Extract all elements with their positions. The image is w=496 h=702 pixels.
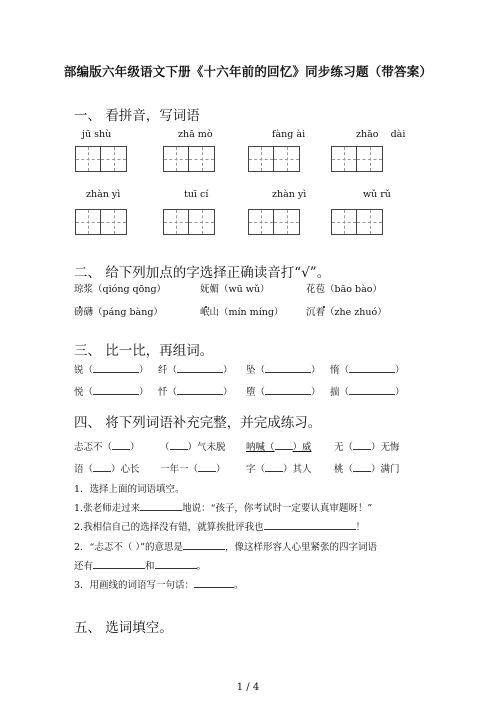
writing-grid[interactable] xyxy=(248,146,300,172)
pinyin: zhāo dài xyxy=(356,129,406,140)
pinyin: wǔ rǔ xyxy=(363,189,391,200)
writing-grid[interactable] xyxy=(248,209,300,235)
section-1-heading: 一、 看拼音，写词语 xyxy=(74,108,200,124)
pinyin: zhàn yì xyxy=(86,189,121,200)
pinyin: zhàn yì xyxy=(272,189,307,200)
pinyin: jū shù xyxy=(82,129,112,140)
pinyin: tuī cí xyxy=(184,189,209,200)
writing-grid[interactable] xyxy=(163,209,215,235)
idiom-fill[interactable]: 字（ ）其人 xyxy=(246,461,312,475)
question-text[interactable]: 2．“忐忑不（ ）”的意思是 ，像这样形容人心里紧张的四字词语 xyxy=(74,539,377,553)
idiom-fill[interactable]: 忐忑不（ ） xyxy=(74,439,140,453)
compare-item[interactable]: 堕（ ） xyxy=(246,384,321,398)
writing-grid[interactable] xyxy=(75,209,127,235)
reading-choice[interactable]: 磅礴（páng bàng） xyxy=(74,307,163,318)
idiom-fill[interactable]: （ ）气未脱 xyxy=(160,439,226,453)
writing-grid[interactable] xyxy=(331,146,383,172)
section-3-heading: 三、 比一比，再组词。 xyxy=(74,343,214,359)
question-text[interactable]: 3．用画线的词语写一句话： 。 xyxy=(74,577,244,591)
page-title: 部编版六年级语文下册《十六年前的回忆》同步练习题（带答案） xyxy=(63,64,433,79)
compare-item[interactable]: 忏（ ） xyxy=(158,384,233,398)
compare-item[interactable]: 惰（ ） xyxy=(330,362,405,376)
section-4-heading: 四、 将下列词语补充完整，并完成练习。 xyxy=(74,415,322,431)
page-number: 1 / 4 xyxy=(236,682,260,693)
idiom-fill[interactable]: 一年一（ ） xyxy=(160,461,226,475)
compare-item[interactable]: 悦（ ） xyxy=(74,384,149,398)
pinyin: zhā mò xyxy=(178,129,213,140)
compare-item[interactable]: 揣（ ） xyxy=(330,384,405,398)
question-text[interactable]: 1.张老师走过来 地说：“孩子，你考试时一定要认真审题呀！” xyxy=(74,500,372,514)
idiom-fill[interactable]: 语（ ）心长 xyxy=(74,461,140,475)
reading-choice[interactable]: 琼浆（qióng qōng） xyxy=(74,284,167,295)
idiom-fill[interactable]: 呐喊（ ）威 xyxy=(246,439,312,453)
reading-choice[interactable]: 妩媚（wū wǔ） xyxy=(200,284,270,295)
idiom-fill[interactable]: 无（ ）无悔 xyxy=(334,439,400,453)
writing-grid[interactable] xyxy=(163,146,215,172)
question-text[interactable]: 2.我相信自己的选择没有错，就算挨批评我也 ！ xyxy=(74,519,365,533)
writing-grid[interactable] xyxy=(75,146,127,172)
compare-item[interactable]: 纤（ ） xyxy=(158,362,233,376)
writing-grid[interactable] xyxy=(331,209,383,235)
reading-choice[interactable]: 沉着（zhe zhuó） xyxy=(306,307,387,318)
question-text: 1．选择上面的词语填空。 xyxy=(74,484,185,495)
question-text[interactable]: 还有 和 。 xyxy=(74,558,206,572)
section-2-heading: 二、 给下列加点的字选择正确读音打“√”。 xyxy=(74,265,331,281)
compare-item[interactable]: 坠（ ） xyxy=(246,362,321,376)
idiom-fill[interactable]: 桃（ ）满门 xyxy=(334,461,400,475)
reading-choice[interactable]: 岷山（mín míng） xyxy=(200,307,284,318)
compare-item[interactable]: 锐（ ） xyxy=(74,362,149,376)
reading-choice[interactable]: 花苞（bāo bào） xyxy=(306,284,382,295)
section-5-heading: 五、 选词填空。 xyxy=(74,620,173,636)
pinyin: fàng ài xyxy=(272,129,306,140)
